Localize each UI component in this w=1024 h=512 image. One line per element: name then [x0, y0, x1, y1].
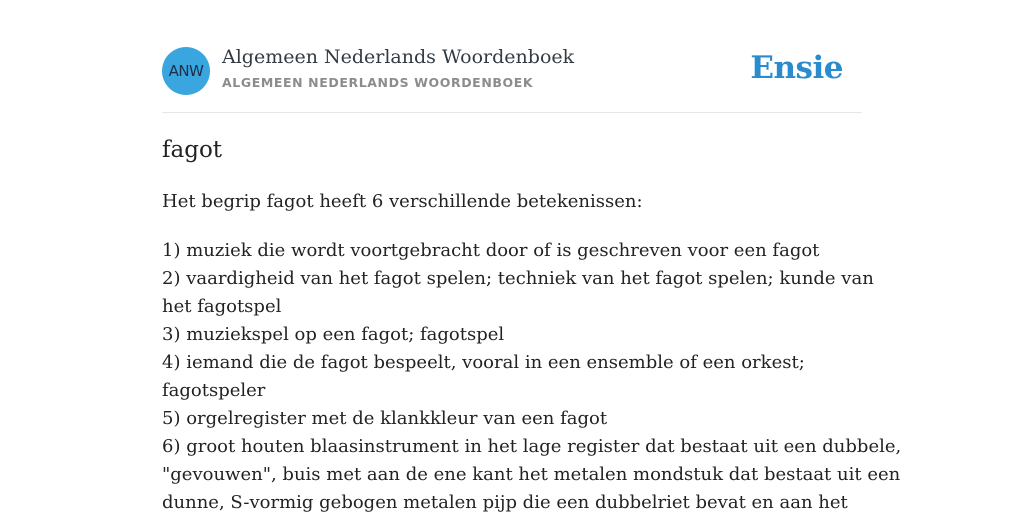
ensie-brand-logo[interactable]: Ensie [750, 50, 843, 86]
site-title[interactable]: Algemeen Nederlands Woordenboek [222, 46, 575, 68]
anw-logo[interactable] [162, 47, 210, 95]
page-title: fagot [162, 137, 223, 163]
site-subtitle: ALGEMEEN NEDERLANDS WOORDENBOEK [222, 75, 534, 90]
definitions-list [162, 237, 902, 512]
site-header [162, 0, 862, 113]
definition-line: 4) iemand die de fagot bespeelt, vooral in een ensemble of een orkest; [162, 352, 805, 373]
definition-line: 3) muziekspel op een fagot; fagotspel [162, 324, 505, 345]
definition-line: 6) groot houten blaasinstrument in het lage register dat bestaat uit een dubbele, [162, 436, 902, 457]
anw-logo-text: ANW [168, 62, 204, 80]
definition-line: fagotspeler [162, 380, 266, 401]
definition-line: 1) muziek die wordt voortgebracht door of is geschreven voor een fagot [162, 240, 820, 261]
content-container [162, 0, 902, 512]
definition-line: 2) vaardigheid van het fagot spelen; techniek van het fagot spelen; kunde van [162, 268, 874, 289]
definition-line: "gevouwen", buis met aan de ene kant het metalen mondstuk dat bestaat uit een [162, 464, 901, 485]
definition-line: 5) orgelregister met de klankkleur van een fagot [162, 408, 608, 429]
definition-line: het fagotspel [162, 296, 282, 317]
intro-text: Het begrip fagot heeft 6 verschillende betekenissen: [162, 191, 643, 212]
definition-line: dunne, S-vormig gebogen metalen pijp die een dubbelriet bevat en aan het [162, 492, 848, 512]
